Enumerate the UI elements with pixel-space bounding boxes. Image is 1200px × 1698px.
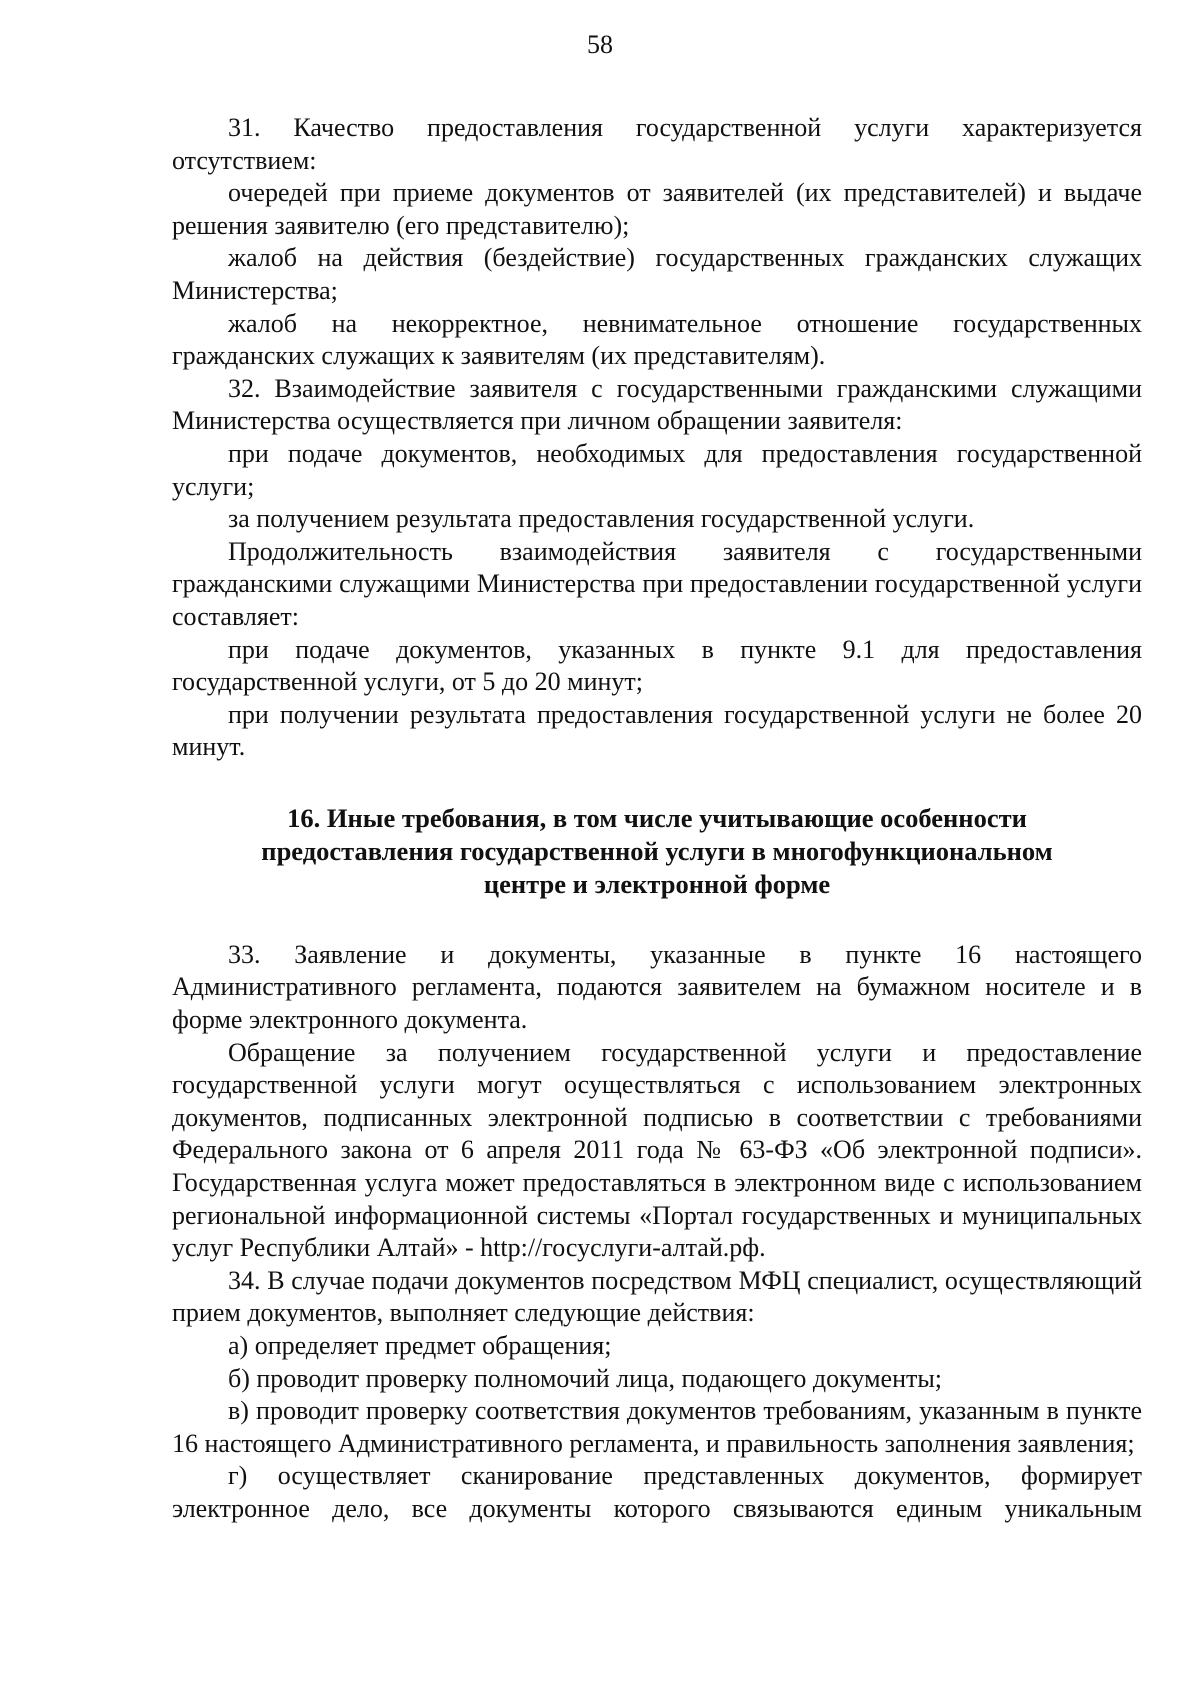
paragraph-31: 31. Качество предоставления государственной услуги характеризуется отсутствием: xyxy=(172,113,1142,175)
paragraph-queues: очередей при приеме документов от заявителей (их представителей) и выдаче решения заявителю (его представителю); xyxy=(172,178,1142,240)
paragraph-complaints-attitude: жалоб на некорректное, невнимательное отношение государственных гражданских служащих к заявителям (их представителям). xyxy=(172,308,1142,371)
paragraph-34: 34. В случае подачи документов посредством МФЦ специалист, осуществляющий прием документов, выполняет следующие действия: xyxy=(172,1265,1142,1328)
list-item-v: в) проводит проверку соответствия документов требованиям, указанным в пункте 16 настоящего Административного регламента, и правильность заполнения заявления; xyxy=(172,1396,1142,1458)
paragraph-32: 32. Взаимодействие заявителя с государственными гражданскими служащими Министерства осуществляется при личном обращении заявителя: xyxy=(172,373,1142,436)
paragraph-submission: при подаче документов, необходимых для предоставления государственной услуги; xyxy=(172,438,1142,501)
page-number: 58 xyxy=(587,30,613,59)
list-item-b: б) проводит проверку полномочий лица, подающего документы; xyxy=(228,1363,943,1393)
section-16-heading-line: предоставления государственной услуги в многофункциональном xyxy=(261,835,1053,866)
paragraph-obtaining-result: за получением результата предоставления государственной услуги. xyxy=(228,504,975,534)
paragraph-33: 33. Заявление и документы, указанные в пункте 16 настоящего Административного регламента, подаются заявителем на бумажном носителе и в форме электронного документа. xyxy=(172,939,1142,1035)
paragraph-duration: Продолжительность взаимодействия заявителя с государственными гражданскими служащими Министерства при предоставлении государственной услуги составляет: xyxy=(172,536,1142,631)
paragraph-duration-result: при получении результата предоставления государственной услуги не более 20 минут. xyxy=(172,699,1142,762)
paragraph-complaints-actions: жалоб на действия (бездействие) государственных гражданских служащих Министерства; xyxy=(172,243,1142,305)
document-body xyxy=(172,112,1142,1526)
section-16-heading-line: 16. Иные требования, в том числе учитывающие особенности xyxy=(287,802,1027,833)
section-16-heading xyxy=(172,802,1142,901)
list-item-a: а) определяет предмет обращения; xyxy=(228,1331,612,1360)
paragraph-electronic-service: Обращение за получением государственной услуги и предоставление государственной услуги могут осуществляться с использованием электронных документов, подписанных электронной подписью в соответствии с требованиями Федерального закона от 6 апреля 2011 года № 63-ФЗ «Об электронной подписи». Государственная услуга может предоставляться в электронном виде с использованием региональной информационной системы «Портал государственных и муниципальных услуг Республики Алтай» - http://госуслуги-алтай.рф. xyxy=(172,1037,1142,1263)
list-item-g: г) осуществляет сканирование представленных документов, формирует электронное дело, все документы которого связываются единым уникальным xyxy=(172,1461,1142,1523)
paragraph-duration-submission: при подаче документов, указанных в пункте 9.1 для предоставления государственной услуги, от 5 до 20 минут; xyxy=(172,634,1142,697)
section-16-heading-line: центре и электронной форме xyxy=(483,868,831,899)
